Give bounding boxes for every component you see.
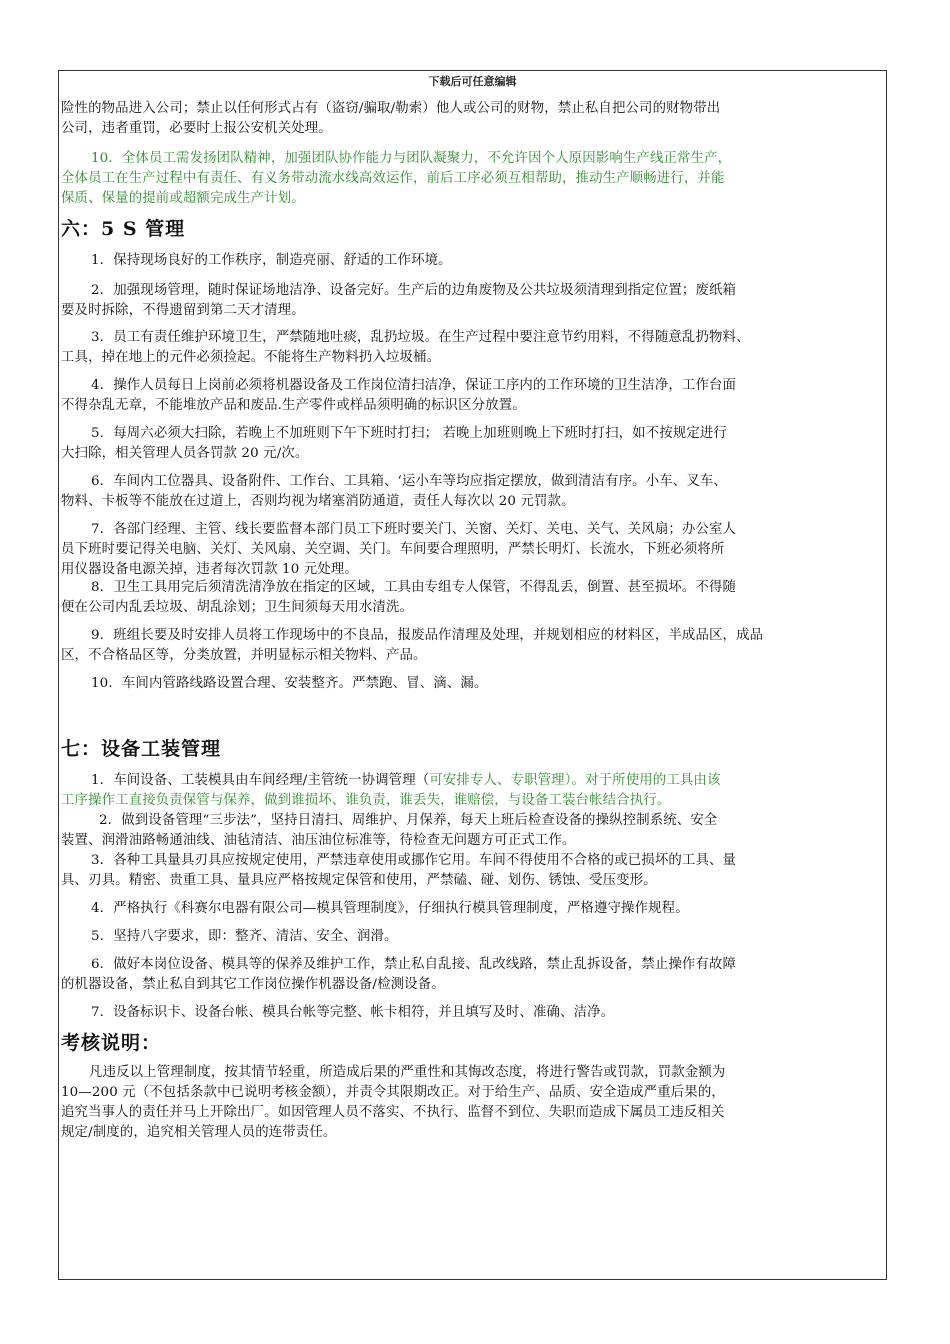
s7-item6-line1: 6．做好本岗位设备、模具等的保养及维护工作，禁止私自乱接、乱改线路，禁止乱拆设备，禁止操作有故障 [91,957,737,972]
s6-item4-line2: 不得杂乱无章，不能堆放产品和废品.生产零件或样品须明确的标识区分放置。 [61,398,526,413]
s6-item2-line2: 要及时拆除，不得遗留到第二天才清理。 [61,303,305,318]
s6-item5-line2: 大扫除，相关管理人员各罚款 20 元/次。 [61,446,309,461]
intro-line-1: 险性的物品进入公司；禁止以任何形式占有（盗窃/骗取/勒索）他人或公司的财物，禁止私自把公司的财物带出 [61,101,721,116]
s6-item1: 1．保持现场良好的工作秩序，制造亮丽、舒适的工作环境。 [91,253,452,268]
s6-item7-line1: 7．各部门经理、主管、线长要监督本部门员工下班时要关门、关窗、关灯、关电、关气、关风扇；办公室人 [91,522,737,537]
s7-item6-line2: 的机器设备，禁止私自到其它工作岗位操作机器设备/检测设备。 [61,977,445,992]
s7-item2-line2: 装置、润滑油路畅通油线、油毡清洁、油压油位标准等，待检查无问题方可正式工作。 [61,833,576,848]
s6-item9-line1: 9．班组长要及时安排人员将工作现场中的不良品，报废品作清理及处理，并规划相应的材料区，半成品区，成品 [91,628,764,643]
s6-item6-line2: 物料、卡板等不能放在过道上，否则均视为堵塞消防通道，责任人每次以 20 元罚款。 [61,494,575,509]
s6-item3-line2: 工具，掉在地上的元件必须捡起。不能将生产物料扔入垃圾桶。 [61,350,441,365]
s7-item7: 7．设备标识卡、设备台帐、模具台帐等完整、帐卡相符，并且填写及时、准确、洁净。 [91,1005,615,1020]
s6-item4-line1: 4．操作人员每日上岗前必须将机器设备及工作岗位清扫洁净，保证工序内的工作环境的卫生洁净，工作台面 [91,378,737,393]
s6-item7-line2: 员下班时要记得关电脑、关灯、关风扇、关空调、关门。车间要合理照明，严禁长明灯、长流水，下班必须将所 [61,542,725,557]
s7-item1-line1 [91,771,917,791]
section6-title: 六：5 S 管理 [61,218,186,240]
s6-item2-line1: 2．加强现场管理，随时保证场地洁净、设备完好。生产后的边角废物及公共垃圾须清理到指定位置；废纸箱 [91,283,737,298]
item10-line-1: 10．全体员工需发扬团队精神，加强团队协作能力与团队凝聚力，不允许因个人原因影响生产线正常生产， [91,151,732,166]
s7-item1-line2: 工序操作工直接负责保管与保养，做到谁损坏、谁负责，谁丢失，谁赔偿，与设备工装台帐结合执行。 [61,793,671,808]
s6-item3-line1: 3．员工有责任维护环境卫生，严禁随地吐痰，乱扔垃圾。在生产过程中要注意节约用料，不得随意乱扔物料、 [91,330,750,345]
s7-item5: 5．坚持八字要求，即：整齐、清洁、安全、润滑。 [91,929,398,944]
intro-line-2: 公司，违者重罚，必要时上报公安机关处理。 [61,121,332,136]
assessment-line-4: 规定/制度的，追究相关管理人员的连带责任。 [61,1125,337,1140]
s6-item10: 10．车间内管路线路设置合理、安装整齐。严禁跑、冒、滴、漏。 [91,676,488,691]
s6-item8-line2: 便在公司内乱丢垃圾、胡乱涂划；卫生间须每天用水清洗。 [61,600,414,615]
s7-item3-line2: 具、刃具。精密、贵重工具、量具应严格按规定保管和使用，严禁磕、碰、划伤、锈蚀、受压变形。 [61,873,657,888]
assessment-line-1: 凡违反以上管理制度，按其情节轻重，所造成后果的严重性和其悔改态度，将进行警告或罚款，罚款金额为 [89,1065,726,1080]
s6-item7-line3: 用仪器设备电源关掉，违者每次罚款 10 元处理。 [61,562,358,577]
section7-title: 七：设备工装管理 [61,738,222,760]
s7-item1-black: 1．车间设备、工装模具由车间经理/主管统一协调管理（ [91,773,430,788]
s6-item9-line2: 区，不合格品区等，分类放置，并明显标示相关物料、产品。 [61,648,427,663]
s6-item6-line1: 6．车间内工位器具、设备附件、工作台、工具箱、‘运小车等均应指定摆放，做到清洁有序。小车、叉车、 [91,474,727,489]
item10-line-2: 全体员工在生产过程中有责任、有义务带动流水线高效运作，前后工序必须互相帮助，推动生产顺畅进行，并能 [61,171,725,186]
document-frame [58,70,887,1280]
s7-item1-green: 可安排专人、专职管理）。对于所使用的工具由该 [429,773,721,788]
assessment-line-2: 10—200 元（不包括条款中已说明考核金额），并责令其限期改正。对于给生产、品质、安全造成严重后果的， [61,1085,725,1100]
s7-item4: 4．严格执行《科赛尔电器有限公司—模具管理制度》，仔细执行模具管理制度，严格遵守操作规程。 [91,901,689,916]
assessment-title: 考核说明： [61,1032,162,1054]
s6-item5-line1: 5．每周六必须大扫除，若晚上不加班则下午下班时打扫； 若晚上加班则晚上下班时打扫，如不按规定进行 [91,426,727,441]
assessment-line-3: 追究当事人的责任并马上开除出厂。如因管理人员不落实、不执行、监督不到位、失职而造成下属员工违反相关 [61,1105,725,1120]
s6-item8-line1: 8．卫生工具用完后须清洗清净放在指定的区域，工具由专组专人保管，不得乱丢，倒置、甚至损坏。不得随 [91,580,737,595]
item10-line-3: 保质、保量的提前或超额完成生产计划。 [61,191,305,206]
s7-item3-line1: 3．各种工具量具刃具应按规定使用，严禁违章使用或挪作它用。车间不得使用不合格的或已损坏的工具、量 [91,853,737,868]
s7-item2-line1: 2．做到设备管理“三步法”，坚持日清扫、周维护、月保养，每天上班后检查设备的操纵控制系统、安全 [99,813,718,828]
header-note: 下载后可任意编辑 [428,75,517,88]
